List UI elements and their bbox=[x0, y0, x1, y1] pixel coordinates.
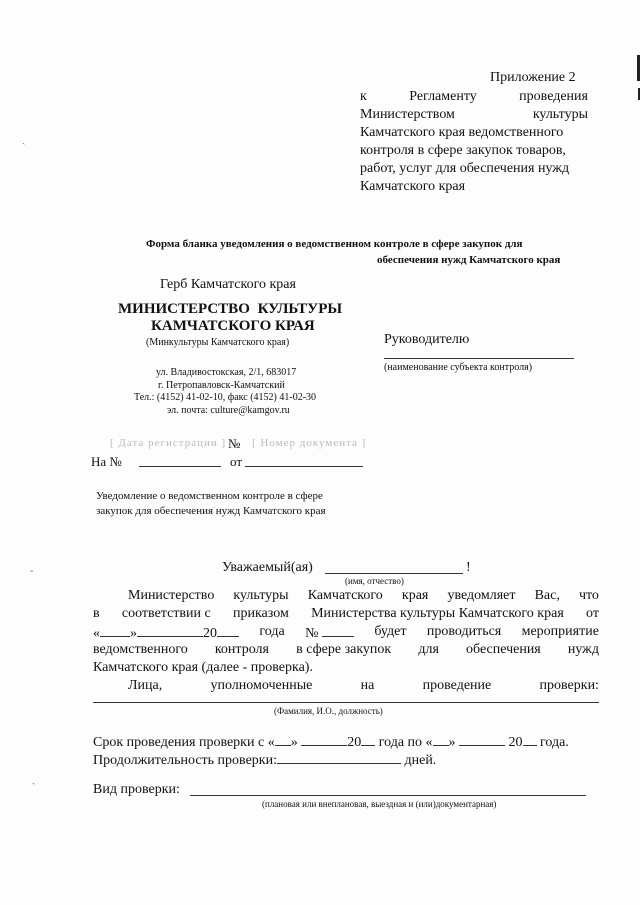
recipient-caption: (наименование субъекта контроля) bbox=[384, 362, 533, 373]
term-end-month-field[interactable] bbox=[459, 733, 505, 746]
ministry-short-name: (Минкультуры Камчатского края) bbox=[146, 337, 290, 348]
email-line: эл. почта: culture@kamgov.ru bbox=[167, 405, 290, 416]
phone-fax: Тел.: (4152) 41-02-10, факс (4152) 41-02-30 bbox=[134, 392, 317, 403]
term-start-day-field[interactable] bbox=[275, 733, 291, 746]
recipient-heading: Руководителю bbox=[384, 332, 470, 347]
appendix-line-5: работ, услуг для обеспечения нужд bbox=[360, 161, 570, 176]
address-line-1: ул. Владивостокская, 2/1, 683017 bbox=[156, 367, 297, 378]
form-title-line-2: обеспечения нужд Камчатского края bbox=[377, 254, 561, 266]
duration-field[interactable] bbox=[277, 751, 401, 764]
term-end-day-field[interactable] bbox=[433, 733, 449, 746]
inspection-type-caption: (плановая или внеплановая, выездная и (или)документарная) bbox=[262, 799, 497, 809]
inspection-type-label: Вид проверки: bbox=[93, 782, 180, 797]
scan-speck: ˴ bbox=[22, 138, 26, 149]
greeting: Уважаемый(ая) bbox=[222, 560, 313, 575]
paragraph-1-line-5: Камчатского края (далее - проверка). bbox=[93, 660, 313, 675]
registration-number-placeholder: [ Номер документа ] bbox=[252, 437, 367, 449]
reference-number-field[interactable] bbox=[139, 466, 221, 467]
reference-date-field[interactable] bbox=[245, 466, 363, 467]
ministry-name-line-2: КАМЧАТСКОГО КРАЯ bbox=[151, 318, 315, 334]
paragraph-1-line-2: в соответствии с приказом Министерства культуры Камчатского края от bbox=[93, 606, 599, 621]
subject-line-1: Уведомление о ведомственном контроле в сфере bbox=[96, 490, 323, 502]
appendix-line-4: контроля в сфере закупок товаров, bbox=[360, 143, 566, 158]
appendix-line-3: Камчатского края ведомственного bbox=[360, 125, 564, 140]
reference-from-label: от bbox=[230, 454, 243, 469]
form-title-line-1: Форма бланка уведомления о ведомственном контроле в сфере закупок для bbox=[146, 238, 523, 250]
order-day-field[interactable] bbox=[100, 624, 130, 637]
reference-number-label: На № bbox=[91, 454, 122, 469]
greeting-name-field[interactable] bbox=[325, 573, 463, 574]
emblem-caption: Герб Камчатского края bbox=[160, 277, 296, 292]
paragraph-2-line-1: Лица, уполномоченные на проведение проверки: bbox=[128, 678, 599, 693]
term-line: Срок проведения проверки с « » 20 года по « » 20 года. bbox=[93, 735, 569, 750]
subject-line-2: закупок для обеспечения нужд Камчатского края bbox=[96, 505, 326, 517]
recipient-name-field[interactable] bbox=[384, 358, 574, 359]
scan-speck: ‐ bbox=[30, 566, 34, 577]
appendix-title: Приложение 2 bbox=[490, 70, 576, 85]
term-start-year-field[interactable] bbox=[361, 733, 375, 746]
order-month-field[interactable] bbox=[137, 624, 203, 637]
order-number-field[interactable] bbox=[322, 624, 354, 637]
term-end-year-field[interactable] bbox=[523, 733, 537, 746]
duration-line: Продолжительность проверки: дней. bbox=[93, 753, 437, 768]
registration-date-placeholder: [ Дата регистрации ] bbox=[110, 437, 227, 449]
order-year-field[interactable] bbox=[217, 624, 239, 637]
authorized-persons-field[interactable] bbox=[93, 702, 599, 703]
appendix-line-1: к Регламенту проведения bbox=[360, 89, 588, 104]
address-line-2: г. Петропавловск-Камчатский bbox=[158, 380, 285, 391]
appendix-line-6: Камчатского края bbox=[360, 179, 466, 194]
inspection-type-field[interactable] bbox=[190, 795, 586, 796]
paragraph-1-line-4: ведомственного контроля в сфере закупок для обеспечения нужд bbox=[93, 642, 599, 657]
paragraph-1-line-3: « » 20 года № будет проводиться мероприятие bbox=[93, 624, 599, 641]
ministry-name-line-1: МИНИСТЕРСТВО КУЛЬТУРЫ bbox=[118, 301, 343, 317]
scan-speck: ˴ bbox=[32, 778, 36, 789]
persons-caption: (Фамилия, И.О., должность) bbox=[274, 706, 383, 716]
name-caption: (имя, отчество) bbox=[345, 576, 404, 586]
number-sign: № bbox=[228, 436, 241, 451]
appendix-line-2: Министерством культуры bbox=[360, 107, 588, 122]
paragraph-1-line-1: Министерство культуры Камчатского края уведомляет Вас, что bbox=[128, 588, 599, 603]
greeting-exclamation: ! bbox=[466, 560, 471, 575]
term-start-month-field[interactable] bbox=[301, 733, 347, 746]
